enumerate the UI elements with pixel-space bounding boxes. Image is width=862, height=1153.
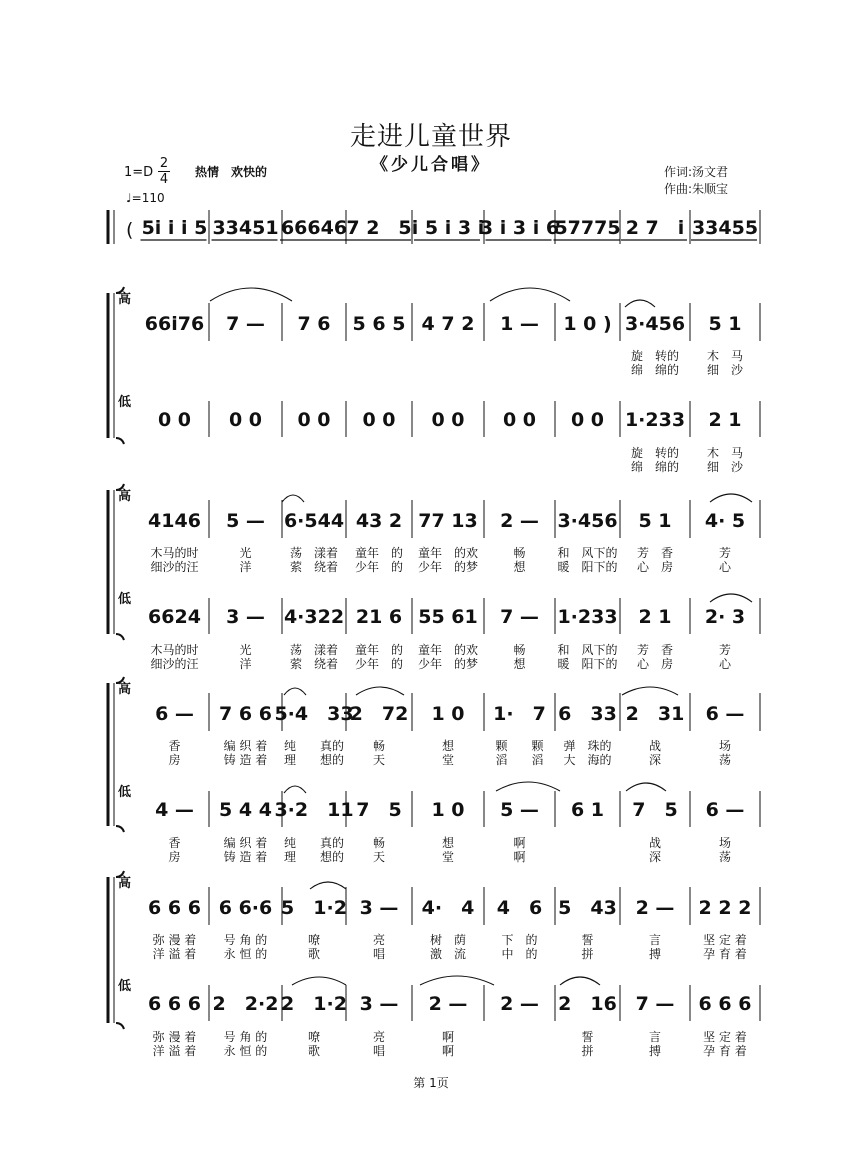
high-measure-8: 5 1 bbox=[638, 510, 672, 532]
low-lyric-verse2: 拼 bbox=[581, 1044, 594, 1058]
low-measure-9: 6 — bbox=[705, 799, 745, 821]
low-lyric-verse2: 孕 育 着 bbox=[703, 1044, 747, 1058]
intro-measure-8: 2 7 i bbox=[625, 217, 685, 239]
low-lyric-verse1: 畅 bbox=[372, 836, 386, 850]
tie-slur bbox=[210, 288, 292, 301]
low-lyric-verse1: 童年 的欢 bbox=[417, 643, 479, 657]
low-measure-4: 21 6 bbox=[355, 606, 403, 628]
high-lyric-verse1: 树 荫 bbox=[429, 933, 467, 947]
key-signature: 1=D bbox=[124, 165, 154, 180]
low-lyric-verse1: 亮 bbox=[372, 1030, 386, 1044]
low-measure-3: 0 0 bbox=[297, 409, 331, 431]
open-paren: ( bbox=[126, 219, 134, 241]
high-lyric-verse2: 大 海的 bbox=[563, 753, 612, 767]
high-measure-4: 5 6 5 bbox=[352, 313, 406, 335]
high-lyric-verse2: 心 房 bbox=[636, 560, 674, 574]
song-title: 走进儿童世界 bbox=[349, 122, 512, 152]
high-lyric-verse1: 编 织 着 bbox=[223, 739, 268, 753]
high-lyric-verse1: 颗 颗 bbox=[495, 739, 544, 753]
voice-label-low: 低 bbox=[118, 592, 132, 607]
high-lyric-verse1: 畅 bbox=[513, 546, 526, 560]
low-lyric-verse1: 光 bbox=[239, 643, 252, 657]
high-measure-9: 6 — bbox=[705, 703, 745, 725]
time-numerator: 2 bbox=[159, 156, 169, 171]
voice-label-low: 低 bbox=[118, 979, 132, 994]
slur bbox=[560, 977, 600, 985]
low-measure-9: 2 1 bbox=[708, 409, 742, 431]
high-measure-6: 1 — bbox=[500, 313, 539, 335]
page-number: 第 1页 bbox=[413, 1076, 449, 1090]
high-lyric-verse2: 少年 的梦 bbox=[417, 560, 479, 574]
low-lyric-verse2: 永 恒 的 bbox=[223, 1044, 268, 1058]
low-lyric-verse1: 畅 bbox=[513, 643, 526, 657]
low-measure-8: 2 1 bbox=[638, 606, 672, 628]
low-measure-5: 2 — bbox=[428, 993, 468, 1015]
low-measure-4: 7 5 bbox=[356, 799, 402, 821]
high-lyric-verse1: 光 bbox=[239, 546, 252, 560]
slur bbox=[710, 494, 752, 502]
high-lyric-verse1: 弹 珠的 bbox=[563, 739, 612, 753]
intro-measure-7: 57775 bbox=[554, 217, 621, 239]
low-lyric-verse2: 萦 绕着 bbox=[289, 657, 339, 671]
voice-label-high: 高 bbox=[118, 682, 132, 697]
voice-label-high: 高 bbox=[118, 292, 132, 307]
tie-slur bbox=[490, 288, 570, 301]
low-measure-5: 55 61 bbox=[418, 606, 478, 628]
expression-marking: 热情 欢快的 bbox=[195, 165, 268, 179]
brace-bottom bbox=[116, 826, 124, 832]
low-measure-6: 7 — bbox=[500, 606, 539, 628]
high-lyric-verse1: 号 角 的 bbox=[223, 933, 268, 947]
low-lyric-verse1: 想 bbox=[441, 836, 455, 850]
high-lyric-verse1: 芳 香 bbox=[636, 546, 674, 560]
high-lyric-verse2: 拼 bbox=[581, 947, 594, 961]
low-lyric-verse2: 房 bbox=[168, 850, 181, 864]
low-lyric-verse2: 理 想的 bbox=[283, 850, 345, 864]
high-lyric-verse1: 旋 转的 bbox=[630, 349, 680, 363]
high-lyric-verse2: 细 沙 bbox=[706, 363, 744, 377]
low-measure-2: 0 0 bbox=[228, 409, 263, 431]
slur bbox=[292, 977, 346, 985]
low-lyric-verse2: 唱 bbox=[372, 1044, 386, 1058]
voice-label-high: 高 bbox=[118, 489, 132, 504]
low-measure-7: 1·233 bbox=[557, 606, 618, 628]
low-measure-9: 6 6 6 bbox=[698, 993, 752, 1015]
low-lyric-verse2: 荡 bbox=[718, 850, 732, 864]
high-measure-1: 6 6 6 bbox=[148, 897, 201, 919]
high-lyric-verse2: 理 想的 bbox=[283, 753, 345, 767]
high-lyric-verse2: 洋 bbox=[239, 560, 252, 574]
low-measure-5: 1 0 bbox=[431, 799, 465, 821]
low-lyric-verse2: 堂 bbox=[441, 850, 455, 864]
low-measure-8: 7 5 bbox=[632, 799, 678, 821]
high-lyric-verse2: 搏 bbox=[648, 947, 662, 961]
high-lyric-verse1: 弥 漫 着 bbox=[152, 933, 197, 947]
low-lyric-verse1: 童年 的 bbox=[354, 643, 404, 657]
high-measure-1: 66i76 bbox=[144, 313, 205, 335]
high-lyric-verse1: 香 bbox=[168, 739, 181, 753]
high-measure-6: 2 — bbox=[500, 510, 539, 532]
high-lyric-verse1: 芳 bbox=[718, 546, 732, 560]
low-measure-9: 2· 3 bbox=[704, 606, 746, 628]
low-lyric-verse2: 绵 绵的 bbox=[630, 460, 680, 474]
high-measure-6: 4 6 bbox=[496, 897, 543, 919]
high-measure-4: 43 2 bbox=[355, 510, 403, 532]
slur bbox=[356, 687, 404, 695]
brace-bottom bbox=[116, 438, 124, 444]
low-measure-6: 2 — bbox=[500, 993, 539, 1015]
high-lyric-verse1: 场 bbox=[718, 739, 732, 753]
low-measure-8: 1·233 bbox=[624, 409, 686, 431]
intro-measure-4: 7 2 5 bbox=[346, 217, 412, 239]
low-measure-3: 3·2 11 bbox=[274, 799, 354, 821]
low-lyric-verse2: 搏 bbox=[648, 1044, 662, 1058]
high-measure-4: 2 72 bbox=[349, 703, 409, 725]
high-lyric-verse2: 荡 bbox=[718, 753, 732, 767]
high-measure-7: 1 0 ) bbox=[563, 313, 612, 335]
high-lyric-verse1: 纯 真的 bbox=[283, 739, 345, 753]
high-measure-2: 7 6 6 bbox=[219, 703, 272, 725]
low-measure-7: 6 1 bbox=[570, 799, 605, 821]
high-lyric-verse1: 童年 的 bbox=[354, 546, 404, 560]
high-measure-8: 2 — bbox=[635, 897, 675, 919]
low-lyric-verse1: 啊 bbox=[441, 1030, 455, 1044]
low-lyric-verse1: 坚 定 着 bbox=[703, 1030, 747, 1044]
high-lyric-verse1: 木马的时 bbox=[150, 546, 199, 560]
high-measure-1: 6 — bbox=[155, 703, 194, 725]
high-measure-2: 5 — bbox=[226, 510, 265, 532]
intro-measure-6: 3 i 3 i 6 bbox=[479, 217, 560, 239]
high-measure-3: 5 1·2 bbox=[281, 897, 347, 919]
low-lyric-verse2: 想 bbox=[513, 657, 526, 671]
high-measure-5: 4· 4 bbox=[421, 897, 475, 919]
low-lyric-verse2: 洋 bbox=[239, 657, 252, 671]
low-measure-2: 3 — bbox=[226, 606, 265, 628]
tempo-marking: ♩=110 bbox=[126, 191, 165, 205]
slur bbox=[310, 882, 346, 889]
low-lyric-verse1: 木马的时 bbox=[150, 643, 199, 657]
slur bbox=[282, 495, 304, 502]
high-measure-8: 2 31 bbox=[625, 703, 685, 725]
low-lyric-verse1: 香 bbox=[168, 836, 181, 850]
low-lyric-verse2: 暖 阳下的 bbox=[557, 657, 618, 671]
high-lyric-verse1: 言 bbox=[648, 933, 662, 947]
low-lyric-verse1: 誓 bbox=[581, 1030, 594, 1044]
high-measure-2: 6 6·6 bbox=[218, 897, 273, 919]
slur bbox=[710, 594, 752, 602]
intro-measure-2: 33451 bbox=[212, 217, 279, 239]
low-lyric-verse2: 细 沙 bbox=[706, 460, 744, 474]
slur bbox=[496, 782, 560, 791]
high-lyric-verse2: 永 恒 的 bbox=[223, 947, 268, 961]
high-lyric-verse2: 萦 绕着 bbox=[289, 560, 339, 574]
high-lyric-verse2: 滔 滔 bbox=[495, 753, 544, 767]
high-measure-7: 3·456 bbox=[557, 510, 618, 532]
low-lyric-verse2: 心 bbox=[718, 657, 732, 671]
high-lyric-verse1: 下 的 bbox=[501, 933, 538, 947]
high-measure-4: 3 — bbox=[359, 897, 399, 919]
low-lyric-verse2: 少年 的梦 bbox=[417, 657, 479, 671]
song-subtitle: 《少儿合唱》 bbox=[371, 155, 491, 175]
low-lyric-verse2: 心 房 bbox=[636, 657, 674, 671]
low-lyric-verse1: 战 bbox=[648, 836, 662, 850]
high-lyric-verse2: 绵 绵的 bbox=[630, 363, 680, 377]
brace-bottom bbox=[116, 634, 124, 640]
high-lyric-verse2: 天 bbox=[372, 753, 386, 767]
composer-credit: 作曲:朱顺宝 bbox=[664, 182, 729, 196]
high-measure-9: 5 1 bbox=[708, 313, 742, 335]
low-lyric-verse1: 言 bbox=[648, 1030, 662, 1044]
low-measure-1: 0 0 bbox=[157, 409, 192, 431]
high-measure-5: 4 7 2 bbox=[421, 313, 475, 335]
high-measure-8: 3·456 bbox=[624, 313, 686, 335]
high-lyric-verse2: 唱 bbox=[372, 947, 386, 961]
high-lyric-verse1: 木 马 bbox=[706, 349, 744, 363]
low-lyric-verse1: 弥 漫 着 bbox=[152, 1030, 197, 1044]
high-lyric-verse2: 深 bbox=[648, 753, 662, 767]
low-measure-2: 5 4 4 bbox=[219, 799, 272, 821]
high-measure-2: 7 — bbox=[226, 313, 265, 335]
low-lyric-verse1: 嘹 bbox=[307, 1030, 321, 1044]
high-lyric-verse1: 童年 的欢 bbox=[417, 546, 479, 560]
high-lyric-verse1: 荡 漾着 bbox=[289, 546, 339, 560]
intro-measure-3: 66646 bbox=[280, 217, 348, 239]
high-measure-9: 4· 5 bbox=[704, 510, 746, 532]
high-measure-6: 1· 7 bbox=[493, 703, 546, 725]
low-lyric-verse2: 少年 的 bbox=[354, 657, 404, 671]
low-measure-8: 7 — bbox=[635, 993, 675, 1015]
low-lyric-verse1: 编 织 着 bbox=[223, 836, 268, 850]
high-lyric-verse1: 战 bbox=[648, 739, 662, 753]
low-measure-1: 6624 bbox=[148, 606, 201, 628]
low-lyric-verse2: 啊 bbox=[513, 850, 526, 864]
low-lyric-verse2: 深 bbox=[648, 850, 662, 864]
time-denominator: 4 bbox=[159, 172, 169, 187]
low-measure-7: 0 0 bbox=[570, 409, 605, 431]
slur bbox=[622, 687, 678, 695]
high-lyric-verse1: 嘹 bbox=[307, 933, 321, 947]
low-lyric-verse2: 啊 bbox=[441, 1044, 455, 1058]
high-measure-3: 7 6 bbox=[297, 313, 331, 335]
high-lyric-verse2: 想 bbox=[513, 560, 526, 574]
slur bbox=[626, 783, 666, 791]
high-measure-7: 6 33 bbox=[558, 703, 617, 725]
intro-measure-1: 5i i i 5 bbox=[141, 217, 208, 239]
high-measure-9: 2 2 2 bbox=[698, 897, 752, 919]
low-lyric-verse2: 天 bbox=[372, 850, 386, 864]
slur bbox=[284, 786, 306, 793]
high-lyric-verse2: 激 流 bbox=[429, 947, 467, 961]
high-lyric-verse2: 细沙的汪 bbox=[150, 560, 199, 574]
high-measure-5: 1 0 bbox=[431, 703, 465, 725]
low-measure-5: 0 0 bbox=[431, 409, 465, 431]
high-lyric-verse1: 誓 bbox=[581, 933, 594, 947]
low-lyric-verse1: 号 角 的 bbox=[223, 1030, 268, 1044]
high-lyric-verse1: 亮 bbox=[372, 933, 386, 947]
low-lyric-verse1: 芳 香 bbox=[636, 643, 674, 657]
low-measure-1: 4 — bbox=[155, 799, 194, 821]
low-lyric-verse2: 歌 bbox=[307, 1044, 321, 1058]
low-lyric-verse1: 木 马 bbox=[706, 446, 744, 460]
low-lyric-verse1: 旋 转的 bbox=[630, 446, 680, 460]
high-measure-5: 77 13 bbox=[418, 510, 478, 532]
high-measure-3: 5·4 33 bbox=[274, 703, 354, 725]
voice-label-low: 低 bbox=[118, 785, 132, 800]
low-lyric-verse1: 啊 bbox=[513, 836, 526, 850]
high-lyric-verse2: 歌 bbox=[307, 947, 321, 961]
low-measure-7: 2 16 bbox=[558, 993, 617, 1015]
low-lyric-verse1: 荡 漾着 bbox=[289, 643, 339, 657]
low-measure-3: 4·322 bbox=[283, 606, 345, 628]
slur bbox=[625, 300, 655, 307]
low-measure-2: 2 2·2 bbox=[212, 993, 279, 1015]
high-lyric-verse2: 房 bbox=[168, 753, 181, 767]
low-lyric-verse2: 细沙的汪 bbox=[150, 657, 199, 671]
intro-measure-9: 33455 bbox=[691, 217, 759, 239]
high-lyric-verse2: 堂 bbox=[441, 753, 455, 767]
high-measure-1: 4146 bbox=[148, 510, 201, 532]
lyricist-credit: 作词:汤文君 bbox=[664, 165, 729, 179]
voice-label-low: 低 bbox=[118, 395, 132, 410]
low-measure-4: 0 0 bbox=[362, 409, 396, 431]
high-lyric-verse1: 想 bbox=[441, 739, 455, 753]
high-measure-3: 6·544 bbox=[283, 510, 345, 532]
low-measure-3: 2 1·2 bbox=[281, 993, 347, 1015]
low-lyric-verse1: 芳 bbox=[718, 643, 732, 657]
low-measure-1: 6 6 6 bbox=[148, 993, 201, 1015]
high-lyric-verse2: 少年 的 bbox=[354, 560, 404, 574]
low-lyric-verse2: 铸 造 着 bbox=[223, 850, 268, 864]
high-measure-7: 5 43 bbox=[558, 897, 617, 919]
low-lyric-verse1: 和 风下的 bbox=[557, 643, 618, 657]
high-lyric-verse2: 洋 溢 着 bbox=[152, 947, 197, 961]
intro-measure-5: i 5 i 3 i bbox=[411, 217, 485, 239]
slur bbox=[420, 976, 494, 985]
brace-bottom bbox=[116, 1023, 124, 1029]
high-lyric-verse1: 和 风下的 bbox=[557, 546, 618, 560]
high-lyric-verse1: 坚 定 着 bbox=[703, 933, 747, 947]
high-lyric-verse2: 孕 育 着 bbox=[703, 947, 747, 961]
high-lyric-verse2: 铸 造 着 bbox=[223, 753, 268, 767]
high-lyric-verse1: 畅 bbox=[372, 739, 386, 753]
low-lyric-verse1: 纯 真的 bbox=[283, 836, 345, 850]
high-lyric-verse2: 中 的 bbox=[501, 947, 538, 961]
voice-label-high: 高 bbox=[118, 876, 132, 891]
slur bbox=[284, 688, 306, 695]
low-measure-4: 3 — bbox=[359, 993, 399, 1015]
low-lyric-verse1: 场 bbox=[718, 836, 732, 850]
low-measure-6: 0 0 bbox=[502, 409, 537, 431]
low-measure-6: 5 — bbox=[500, 799, 539, 821]
low-lyric-verse2: 洋 溢 着 bbox=[152, 1044, 197, 1058]
high-lyric-verse2: 暖 阳下的 bbox=[557, 560, 618, 574]
high-lyric-verse2: 心 bbox=[718, 560, 732, 574]
